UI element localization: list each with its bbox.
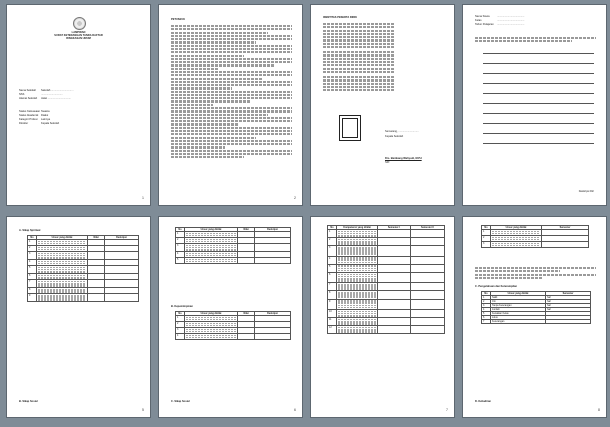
school-logo-icon [73,17,86,30]
header-line-1: LAMPIRAN [71,31,86,34]
document-page-3[interactable] [311,5,454,205]
document-page-4[interactable] [463,5,606,205]
page-header [7,31,150,41]
page-heading: PETUNJUK [171,18,185,21]
document-page-7[interactable] [311,217,454,417]
document-page-6[interactable] [159,217,302,417]
section-label: Deskripsi Diri [578,189,594,193]
page-number: 6 [294,407,296,412]
leadership-table: No Unsur yang dinilai Nilai Deskripsi 1 2 3 4 [175,311,291,340]
bottom-section-title: C. Sikap Sosial [171,399,190,403]
document-page-8[interactable] [463,217,606,417]
document-page-5[interactable] [7,217,150,417]
sign-role: Kepala Sekolah [385,135,404,138]
section-title: A. Sikap Spiritual [19,229,41,232]
header-line-2: SURAT KETERANGAN TANDA DAFTAR [54,34,103,38]
top-table: No Unsur yang dinilai Semester 1 2 3 [481,225,589,248]
description-lines [475,37,596,44]
page-heading: IDENTITAS PESERTA DIDIK [323,16,357,19]
notes-paragraph [475,267,596,280]
section-title: B. Kepemimpinan [171,305,193,308]
assessment-table: No Unsur yang dinilai Nilai Deskripsi 1 2 3 4 5 6 7 8 9 [27,235,139,302]
document-page-2[interactable] [159,5,302,205]
photo-placeholder-icon [339,115,361,141]
header-line-3: RINGKASAN UMUM [66,37,91,41]
page-number: 2 [294,195,296,200]
instruction-paragraph [171,25,292,160]
sign-name: Drs. Bambang Wahyudi, M.Pd [385,157,422,160]
section-title-attendance: D. Kehadiran [475,399,491,403]
page-number: 7 [446,407,448,412]
school-identity-fields: Nama Sekolah Sekolah ............................... NSS .............................. Alamat Sekolah Jalan ................................ Status KekuasaanSwasta Status Akademik Diakui Kategori Profesi Lainnya Direktur Kepala Sekolah [19,89,74,126]
student-fields: Nama Siswa ...................................... Kelas ...................................... Tahun Pelajaran ...................................... [475,15,525,27]
document-page-1[interactable] [7,5,150,205]
attendance-table: No Unsur yang dinilai Semester 1 Sakit hari 2 Izin hari 3 Tanpa Keterangan hari 4 Jumlah hari 5 Kenaikan Kelas 6 Lulus 7 Keterangan [481,291,591,324]
section-title-knowledge: C. Pengetahuan dan Keterampilan [475,285,518,288]
bottom-section-title: B. Sikap Sosial [19,399,38,403]
page-number: 8 [598,407,600,412]
competency-table: No Kompetensi yang dinilai Semester I Semester II 1 2 3 4 5 6 7 8 9 10 11 12 [327,225,445,334]
assessment-table: No Unsur yang dinilai Nilai Deskripsi 1 2 3 4 5 [175,227,291,264]
sign-place: Semarang, ............................ [385,130,419,133]
page-number: 5 [142,407,144,412]
identity-form-lines [323,23,394,92]
sign-nip: NIP. [385,161,390,164]
page-number: 1 [142,195,144,200]
